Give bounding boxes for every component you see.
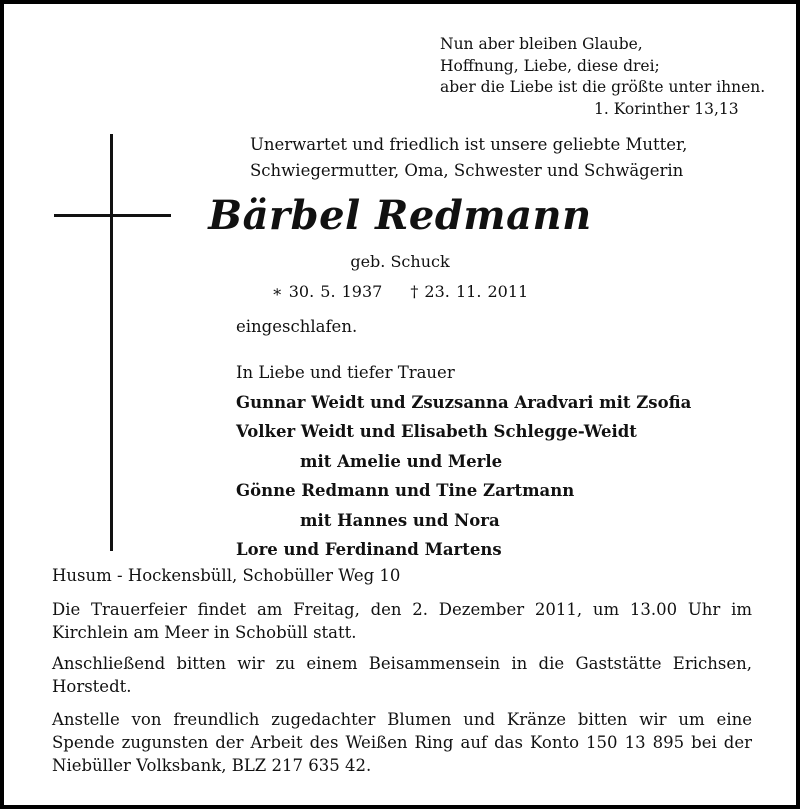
mourners-list [236,358,691,565]
death-date: † 23. 11. 2011 [410,282,529,301]
reception-info: Anschließend bitten wir zu einem Beisammensein in die Gaststätte Erichsen, Horstedt. [52,654,752,696]
mourner-line: mit Hannes und Nora [300,510,500,530]
mourner-line: Lore und Ferdinand Martens [236,540,502,559]
bible-quote [440,34,765,120]
life-dates [4,282,796,301]
mourner-line: Gunnar Weidt und Zsuzsanna Aradvari mit Zsofia [236,392,692,412]
obituary-notice [4,4,796,805]
intro-text [250,132,687,184]
birth-date: ∗ 30. 5. 1937 [271,282,383,301]
quote-line-1: Nun aber bleiben Glaube, [440,35,643,53]
funeral-info: Die Trauerfeier findet am Freitag, den 2. Dezember 2011, um 13.00 Uhr im Kirchlein am Meer in Schobüll statt. [52,600,752,642]
intro-line-1: Unerwartet und friedlich ist unsere geliebte Mutter, [250,135,688,154]
quote-source: 1. Korinther 13,13 [594,99,739,118]
passed-text: eingeschlafen. [236,317,358,336]
birth-name: geb. Schuck [350,252,450,271]
deceased-name: Bärbel Redmann [208,192,592,239]
quote-line-2: Hoffnung, Liebe, diese drei; [440,56,660,75]
intro-line-2: Schwiegermutter, Oma, Schwester und Schwägerin [250,161,684,180]
mourner-line: Gönne Redmann und Tine Zartmann [236,481,575,500]
donation-info: Anstelle von freundlich zugedachter Blumen und Kränze bitten wir um eine Spende zugunsten der Arbeit des Weißen Ring auf das Konto 150 13 895 bei der Niebüller Volksbank, BLZ 217 635 42. [52,710,752,775]
address: Husum - Hockensbüll, Schobüller Weg 10 [52,566,401,585]
mourner-line: mit Amelie und Merle [300,451,503,471]
mourners-intro: In Liebe und tiefer Trauer [236,363,455,382]
mourner-line: Volker Weidt und Elisabeth Schlegge-Weidt [236,422,637,441]
quote-line-3: aber die Liebe ist die größte unter ihnen. [440,78,766,96]
